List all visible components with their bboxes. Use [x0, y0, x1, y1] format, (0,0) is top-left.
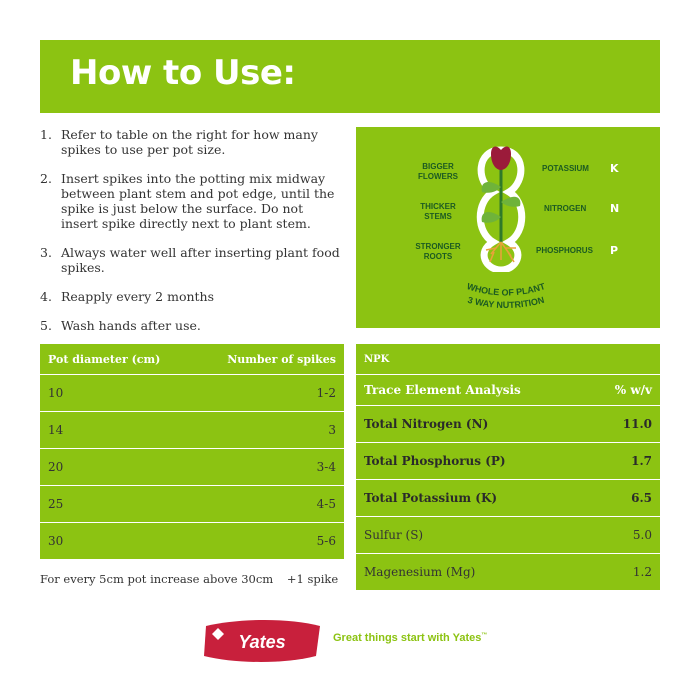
table-row: Magenesium (Mg) 1.2 [356, 554, 660, 591]
yates-logo [200, 620, 323, 662]
npk-title-row [356, 344, 660, 375]
npk-table [356, 344, 660, 590]
curve-text-line2: 3 WAY NUTRITION [466, 294, 546, 311]
label-thicker-stems: THICKER STEMS [420, 202, 456, 221]
npk-title: NPK [364, 353, 390, 365]
curve-text-line1: WHOLE OF PLANT [465, 281, 547, 298]
header-banner [40, 40, 660, 113]
npk-subheader-row: Trace Element Analysis % w/v [356, 375, 660, 406]
label-nitrogen: NITROGEN [544, 204, 587, 213]
table-row: 14 3 [40, 412, 344, 449]
whole-plant-curved-text [356, 127, 660, 328]
label-stronger-roots: STRONGER ROOTS [415, 242, 461, 261]
spikes-table-header [40, 344, 344, 375]
header-number-spikes: Number of spikes [194, 344, 344, 375]
table-row: Total Potassium (K) 6.5 [356, 480, 660, 517]
nutrition-infographic [356, 127, 660, 328]
table-row: Total Nitrogen (N) 11.0 [356, 406, 660, 443]
table-row: Total Phosphorus (P) 1.7 [356, 443, 660, 480]
table-row: Sulfur (S) 5.0 [356, 517, 660, 554]
step-item: 1. Refer to table on the right for how many spikes to use per pot size. [40, 127, 318, 157]
brand-tagline: Great things start with Yates™ [333, 632, 488, 644]
instructions-list [40, 127, 340, 347]
label-potassium: POTASSIUM [542, 164, 589, 173]
footnote-extra: +1 spike [286, 572, 339, 586]
table-row: 20 3-4 [40, 449, 344, 486]
letter-p: P [610, 244, 619, 257]
step-item: 5. Wash hands after use. [40, 318, 201, 333]
letter-n: N [610, 202, 620, 215]
letter-k: K [610, 162, 619, 175]
label-phosphorus: PHOSPHORUS [536, 246, 593, 255]
table-row: 10 1-2 [40, 375, 344, 412]
svg-text:WHOLE OF PLANT [466, 281, 547, 298]
step-item: 3. Always water well after inserting plant food spikes. [40, 245, 340, 275]
step-item: 4. Reapply every 2 months [40, 289, 215, 304]
table-row: 25 4-5 [40, 486, 344, 523]
spikes-table [40, 344, 344, 559]
label-bigger-flowers: BIGGER FLOWERS [418, 162, 458, 181]
svg-text:Yates: Yates [238, 632, 286, 652]
header-pot-diameter: Pot diameter (cm) [40, 344, 194, 375]
step-item: 2. Insert spikes into the potting mix midway between plant stem and pot edge, until the spike is just below the surface. Do not insert spike directly next to plant stem. [40, 171, 335, 231]
table-row: 30 5-6 [40, 523, 344, 560]
page-title: How to Use: [70, 53, 296, 93]
spikes-footnote: For every 5cm pot increase above 30cm +1 spike [40, 572, 339, 586]
